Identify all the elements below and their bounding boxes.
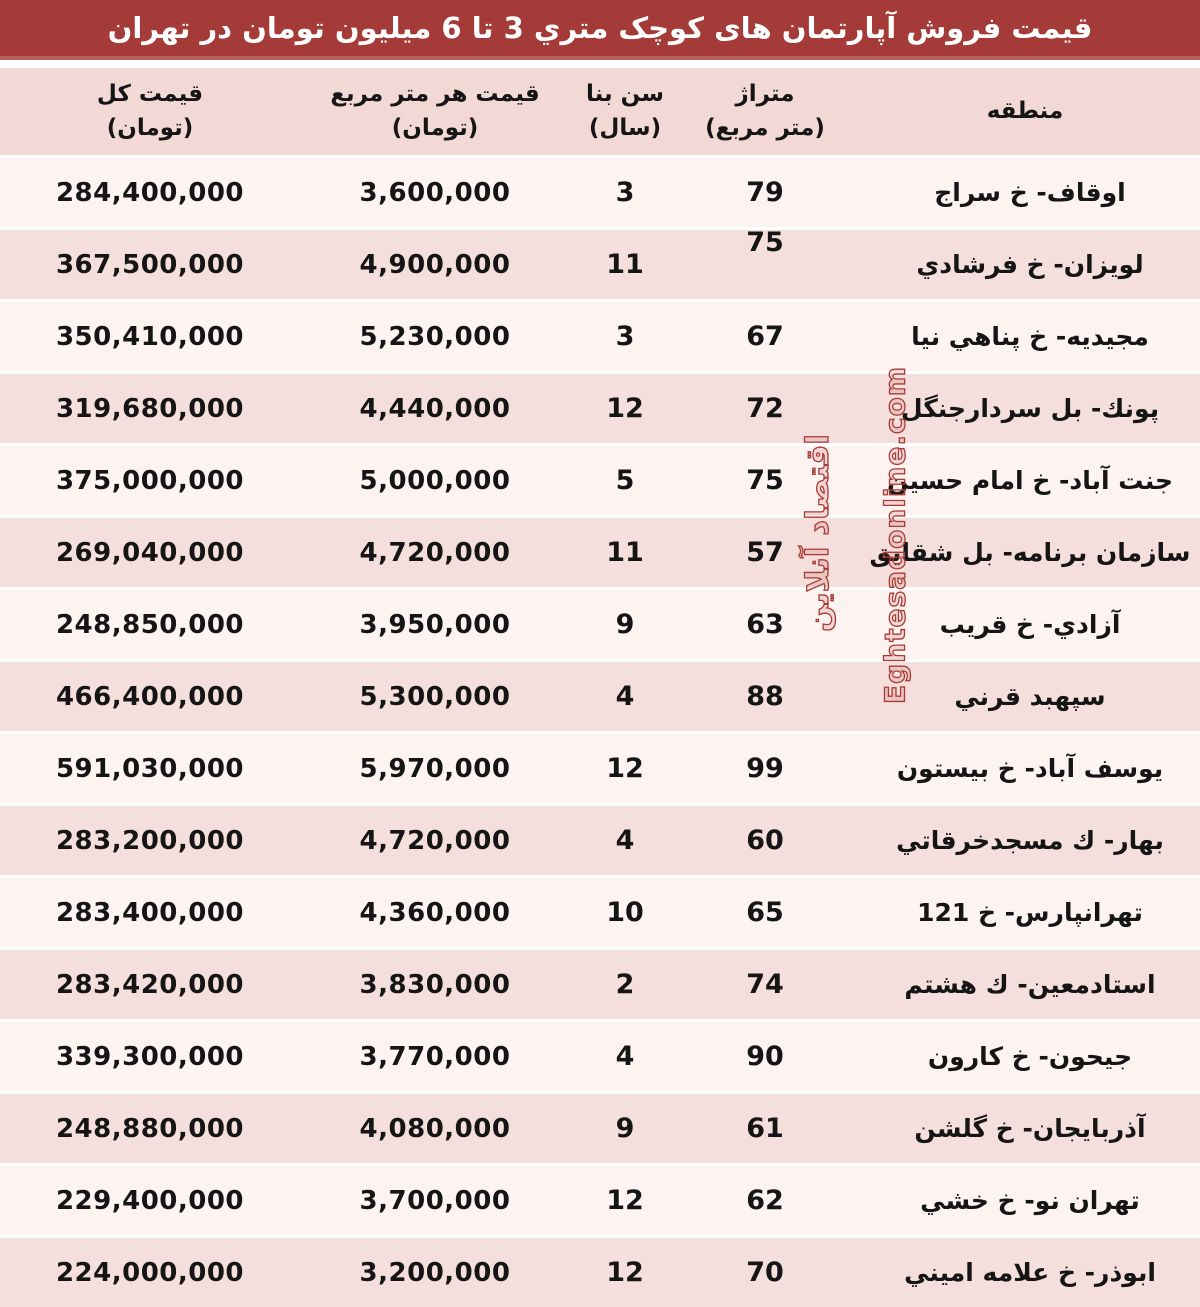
table-row bbox=[0, 515, 1200, 587]
area-cell: 75 bbox=[746, 227, 784, 258]
age-cell: 4 bbox=[615, 681, 635, 712]
age-cell: 4 bbox=[615, 1041, 635, 1072]
age-cell: 11 bbox=[606, 537, 644, 568]
price-per-m2-cell: 5,970,000 bbox=[359, 753, 511, 784]
column-header-area bbox=[680, 78, 850, 145]
age-cell: 10 bbox=[606, 897, 644, 928]
region-cell: سازمان برنامه- بل شقایق bbox=[869, 538, 1191, 567]
column-header-region bbox=[850, 95, 1200, 128]
region-cell: لویزان- خ فرشادي bbox=[916, 250, 1144, 279]
area-cell: 60 bbox=[746, 825, 784, 856]
total-price-cell: 350,410,000 bbox=[55, 321, 245, 352]
table-row bbox=[0, 731, 1200, 803]
table-row bbox=[0, 299, 1200, 371]
area-cell: 70 bbox=[746, 1257, 784, 1288]
region-cell: پونك- بل سردارجنگل bbox=[900, 394, 1160, 423]
table-body bbox=[0, 155, 1200, 1307]
column-header-label: سن بنا bbox=[586, 81, 664, 108]
area-cell: 74 bbox=[746, 969, 784, 1000]
area-cell: 88 bbox=[746, 681, 784, 712]
price-per-m2-cell: 3,700,000 bbox=[359, 1185, 511, 1216]
price-per-m2-cell: 3,950,000 bbox=[359, 609, 511, 640]
region-cell: اوقاف- خ سراج bbox=[934, 178, 1126, 207]
table-row bbox=[0, 803, 1200, 875]
region-cell: آزادي- خ قریب bbox=[939, 610, 1121, 639]
table-row bbox=[0, 1163, 1200, 1235]
price-per-m2-cell: 4,360,000 bbox=[359, 897, 511, 928]
total-price-cell: 591,030,000 bbox=[55, 753, 245, 784]
column-header-label: متراژ bbox=[735, 81, 795, 108]
age-cell: 12 bbox=[606, 393, 644, 424]
page-title: قیمت فروش آپارتمان های کوچک متري 3 تا 6 میلیون تومان در تهران bbox=[107, 11, 1093, 45]
area-cell: 57 bbox=[746, 537, 784, 568]
column-header-label: منطقه bbox=[986, 97, 1064, 124]
age-cell: 3 bbox=[615, 321, 635, 352]
total-price-cell: 375,000,000 bbox=[55, 465, 245, 496]
price-per-m2-cell: 4,720,000 bbox=[359, 825, 511, 856]
price-per-m2-cell: 3,200,000 bbox=[359, 1257, 511, 1288]
title-separator bbox=[0, 60, 1200, 68]
total-price-cell: 283,400,000 bbox=[55, 897, 245, 928]
region-cell: تهران نو- خ خشي bbox=[920, 1186, 1140, 1215]
age-cell: 12 bbox=[606, 1257, 644, 1288]
column-header-sublabel: (سال) bbox=[588, 114, 662, 141]
area-cell: 61 bbox=[746, 1113, 784, 1144]
area-cell: 79 bbox=[746, 177, 784, 208]
column-header-sublabel: (تومان) bbox=[106, 114, 194, 141]
age-cell: 2 bbox=[615, 969, 635, 1000]
total-price-cell: 283,200,000 bbox=[55, 825, 245, 856]
area-cell: 72 bbox=[746, 393, 784, 424]
region-cell: استادمعین- ك هشتم bbox=[904, 970, 1156, 999]
region-cell: یوسف آباد- خ بیستون bbox=[896, 754, 1164, 783]
region-cell: مجیدیه- خ پناهي نیا bbox=[911, 322, 1149, 351]
price-per-m2-cell: 5,000,000 bbox=[359, 465, 511, 496]
region-cell: سپهبد قرني bbox=[954, 682, 1106, 711]
price-per-m2-cell: 4,440,000 bbox=[359, 393, 511, 424]
total-price-cell: 248,850,000 bbox=[55, 609, 245, 640]
price-per-m2-cell: 3,600,000 bbox=[359, 177, 511, 208]
area-cell: 65 bbox=[746, 897, 784, 928]
age-cell: 3 bbox=[615, 177, 635, 208]
table-row bbox=[0, 587, 1200, 659]
region-cell: تهرانپارس- خ 121 bbox=[917, 898, 1143, 927]
region-cell: جیحون- خ كارون bbox=[927, 1042, 1133, 1071]
table-row bbox=[0, 1235, 1200, 1307]
age-cell: 5 bbox=[615, 465, 635, 496]
age-cell: 12 bbox=[606, 1185, 644, 1216]
total-price-cell: 367,500,000 bbox=[55, 249, 245, 280]
column-header-label: قیمت هر متر مربع bbox=[330, 81, 540, 108]
table-title-bar bbox=[0, 0, 1200, 60]
price-per-m2-cell: 5,300,000 bbox=[359, 681, 511, 712]
total-price-cell: 248,880,000 bbox=[55, 1113, 245, 1144]
area-cell: 90 bbox=[746, 1041, 784, 1072]
age-cell: 9 bbox=[615, 609, 635, 640]
total-price-cell: 466,400,000 bbox=[55, 681, 245, 712]
area-cell: 67 bbox=[746, 321, 784, 352]
price-per-m2-cell: 5,230,000 bbox=[359, 321, 511, 352]
total-price-cell: 284,400,000 bbox=[55, 177, 245, 208]
column-header-price-per-m2 bbox=[300, 78, 570, 145]
region-cell: ابوذر- خ علامه امیني bbox=[904, 1258, 1156, 1287]
total-price-cell: 283,420,000 bbox=[55, 969, 245, 1000]
total-price-cell: 339,300,000 bbox=[55, 1041, 245, 1072]
table-row bbox=[0, 155, 1200, 227]
price-table bbox=[0, 68, 1200, 1307]
price-per-m2-cell: 3,770,000 bbox=[359, 1041, 511, 1072]
column-header-sublabel: (متر مربع) bbox=[705, 114, 825, 141]
total-price-cell: 229,400,000 bbox=[55, 1185, 245, 1216]
table-row bbox=[0, 1091, 1200, 1163]
region-cell: آذربایجان- خ گلشن bbox=[914, 1114, 1146, 1143]
table-header-row bbox=[0, 68, 1200, 155]
area-cell: 75 bbox=[746, 465, 784, 496]
table-row bbox=[0, 947, 1200, 1019]
age-cell: 11 bbox=[606, 249, 644, 280]
area-cell: 62 bbox=[746, 1185, 784, 1216]
region-cell: جنت آباد- خ امام حسین bbox=[887, 466, 1173, 495]
table-row bbox=[0, 443, 1200, 515]
price-per-m2-cell: 4,720,000 bbox=[359, 537, 511, 568]
column-header-sublabel: (تومان) bbox=[391, 114, 479, 141]
age-cell: 9 bbox=[615, 1113, 635, 1144]
age-cell: 12 bbox=[606, 753, 644, 784]
price-per-m2-cell: 4,080,000 bbox=[359, 1113, 511, 1144]
total-price-cell: 224,000,000 bbox=[55, 1257, 245, 1288]
table-row bbox=[0, 1019, 1200, 1091]
column-header-age bbox=[570, 78, 680, 145]
column-header-label: قیمت کل bbox=[96, 81, 204, 108]
region-cell: بهار- ك مسجدخرقاتي bbox=[896, 826, 1164, 855]
table-row bbox=[0, 659, 1200, 731]
area-cell: 99 bbox=[746, 753, 784, 784]
price-per-m2-cell: 4,900,000 bbox=[359, 249, 511, 280]
age-cell: 4 bbox=[615, 825, 635, 856]
table-row bbox=[0, 875, 1200, 947]
table-row bbox=[0, 227, 1200, 299]
total-price-cell: 269,040,000 bbox=[55, 537, 245, 568]
total-price-cell: 319,680,000 bbox=[55, 393, 245, 424]
table-row bbox=[0, 371, 1200, 443]
column-header-total-price bbox=[0, 78, 300, 145]
area-cell: 63 bbox=[746, 609, 784, 640]
price-per-m2-cell: 3,830,000 bbox=[359, 969, 511, 1000]
